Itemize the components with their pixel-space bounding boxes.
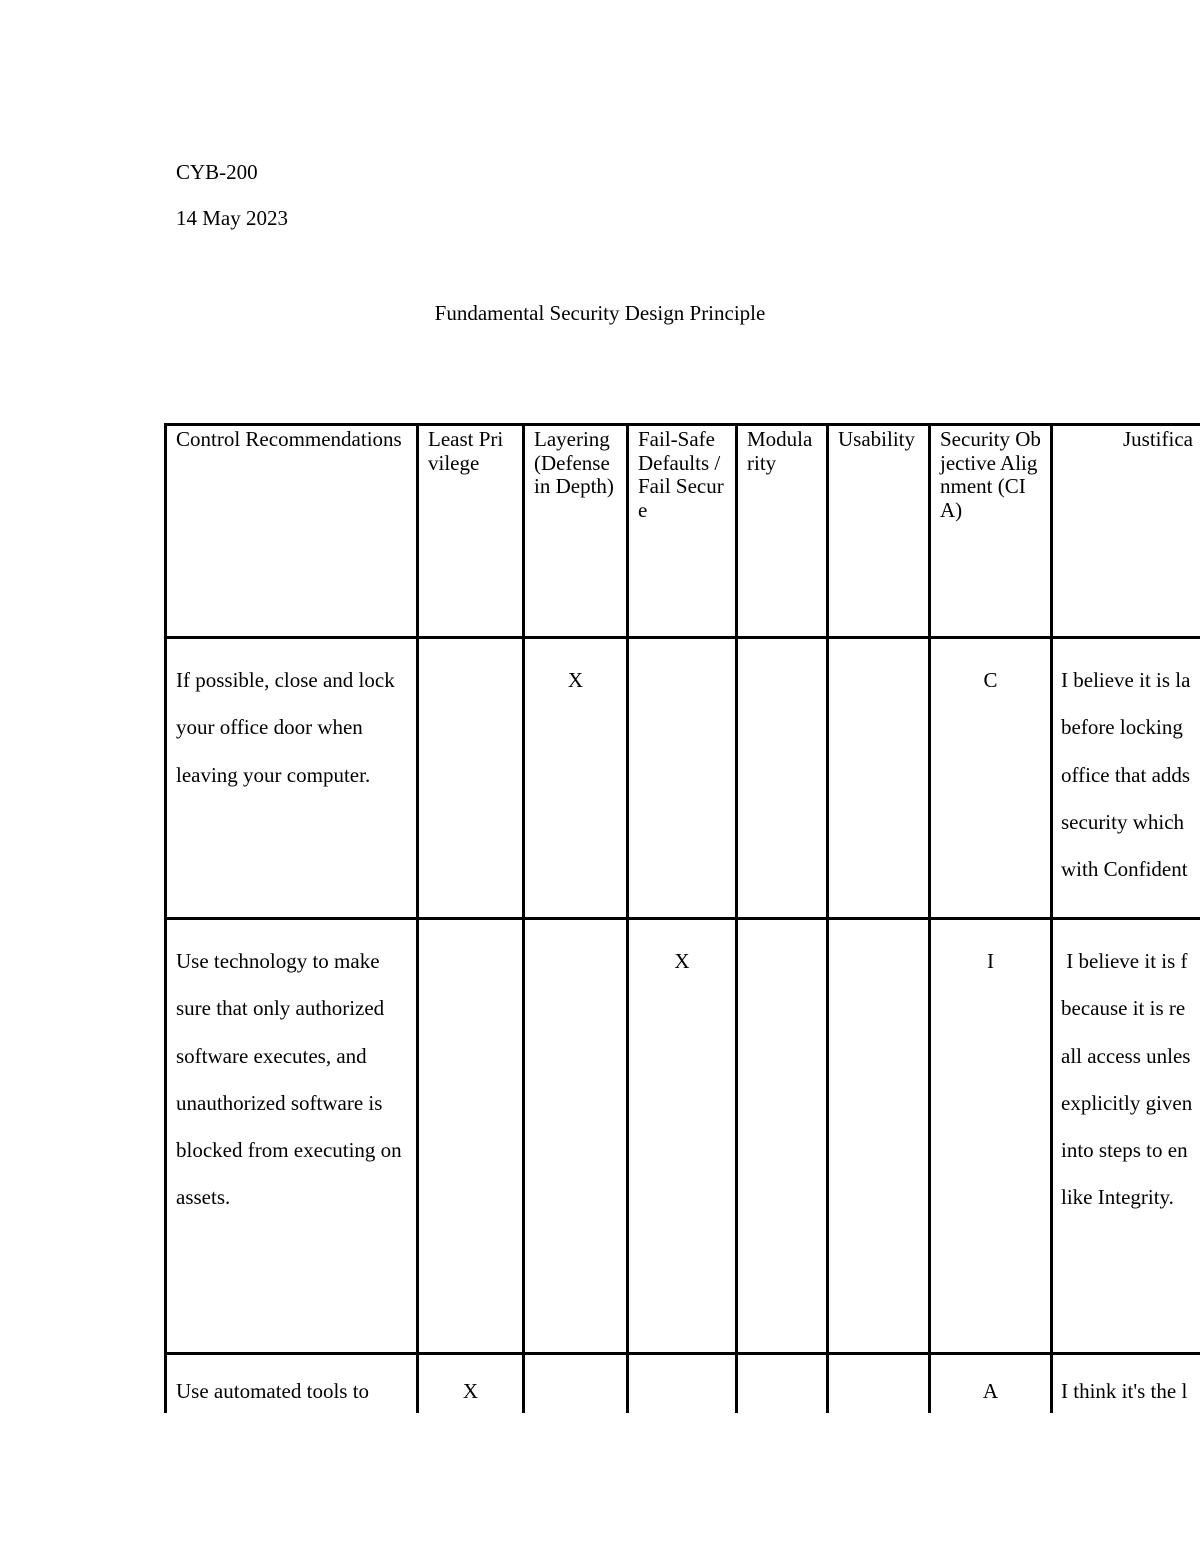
least-privilege-mark: [419, 639, 522, 657]
table-cell: [1052, 919, 1200, 1354]
modularity-mark: [738, 1355, 826, 1368]
table-cell: [418, 1354, 524, 1414]
justification-text: I believe it is la before locking office that adds security which with Confident: [1061, 668, 1191, 882]
table-cell: [828, 919, 930, 1354]
table-cell: [524, 919, 628, 1354]
layering-mark: [525, 1355, 626, 1368]
header-cell: [166, 425, 418, 638]
recommendation-text: Use technology to make sure that only authorized software executes, and unauthorized software is blocked from executing on assets.: [176, 949, 402, 1210]
table-cell: [930, 919, 1052, 1354]
header-cell: [628, 425, 737, 638]
layering-mark: [525, 920, 626, 938]
least-privilege-mark: X: [462, 1379, 479, 1403]
header-cell: [737, 425, 828, 638]
table-row: [166, 638, 1200, 919]
column-header-fail-safe: Fail-Safe Defaults / Fail Secure: [638, 427, 724, 522]
layering-mark: X: [567, 668, 584, 692]
table-cell: [166, 1354, 418, 1414]
modularity-mark: [738, 639, 826, 657]
column-header-least-privilege: Least Privilege: [428, 427, 504, 475]
table-cell: [628, 1354, 737, 1414]
table-cell: [524, 638, 628, 919]
column-header-modularity: Modularity: [747, 427, 813, 475]
table-cell: [737, 1354, 828, 1414]
table-cell: [418, 638, 524, 919]
table-header-row: [166, 425, 1200, 638]
header-cell: [524, 425, 628, 638]
table-cell: [1052, 638, 1200, 919]
table-cell: [524, 1354, 628, 1414]
table-cell: [628, 919, 737, 1354]
usability-mark: [829, 920, 928, 938]
table-cell: [628, 638, 737, 919]
course-code: CYB-200: [176, 160, 258, 184]
cia-value: I: [987, 949, 994, 973]
table-row: [166, 1354, 1200, 1414]
security-principles-table: [164, 423, 1200, 1413]
table-cell: [828, 1354, 930, 1414]
column-header-justification: Justifica: [1123, 427, 1193, 451]
table-cell: [930, 1354, 1052, 1414]
table-cell: [737, 638, 828, 919]
modularity-mark: [738, 920, 826, 938]
table-cell: [418, 919, 524, 1354]
column-header-layering: Layering (Defense in Depth): [534, 427, 614, 498]
header-cell: [418, 425, 524, 638]
table-cell: [166, 638, 418, 919]
usability-mark: [829, 639, 928, 657]
recommendation-text: If possible, close and lock your office door when leaving your computer.: [176, 668, 395, 787]
table-cell: [930, 638, 1052, 919]
column-header-usability: Usability: [838, 427, 915, 451]
table-row: [166, 919, 1200, 1354]
table-cell: [737, 919, 828, 1354]
header-cell: [930, 425, 1052, 638]
column-header-control-recommendations: Control Recommendations: [176, 427, 402, 451]
table-cell: [1052, 1354, 1200, 1414]
fail-safe-mark: [629, 639, 735, 657]
header-cell: [1052, 425, 1200, 638]
fail-safe-mark: X: [674, 949, 690, 973]
fail-safe-mark: [629, 1355, 735, 1368]
cia-value: A: [982, 1379, 999, 1403]
cia-value: C: [983, 668, 998, 692]
table-cell: [166, 919, 418, 1354]
document-date: 14 May 2023: [176, 206, 288, 230]
least-privilege-mark: [419, 920, 522, 938]
recommendation-text: Use automated tools to: [176, 1379, 370, 1403]
column-header-cia: Security Objective Alignment (CIA): [940, 427, 1041, 522]
justification-text: I think it's the l: [1061, 1379, 1188, 1403]
justification-text: I believe it is f because it is re all access unles explicitly given into steps to en like Integrity.: [1061, 949, 1193, 1210]
security-principles-table-container: [164, 423, 1200, 1413]
table-cell: [828, 638, 930, 919]
header-cell: [828, 425, 930, 638]
usability-mark: [829, 1355, 928, 1368]
document-title: Fundamental Security Design Principle: [434, 301, 766, 325]
